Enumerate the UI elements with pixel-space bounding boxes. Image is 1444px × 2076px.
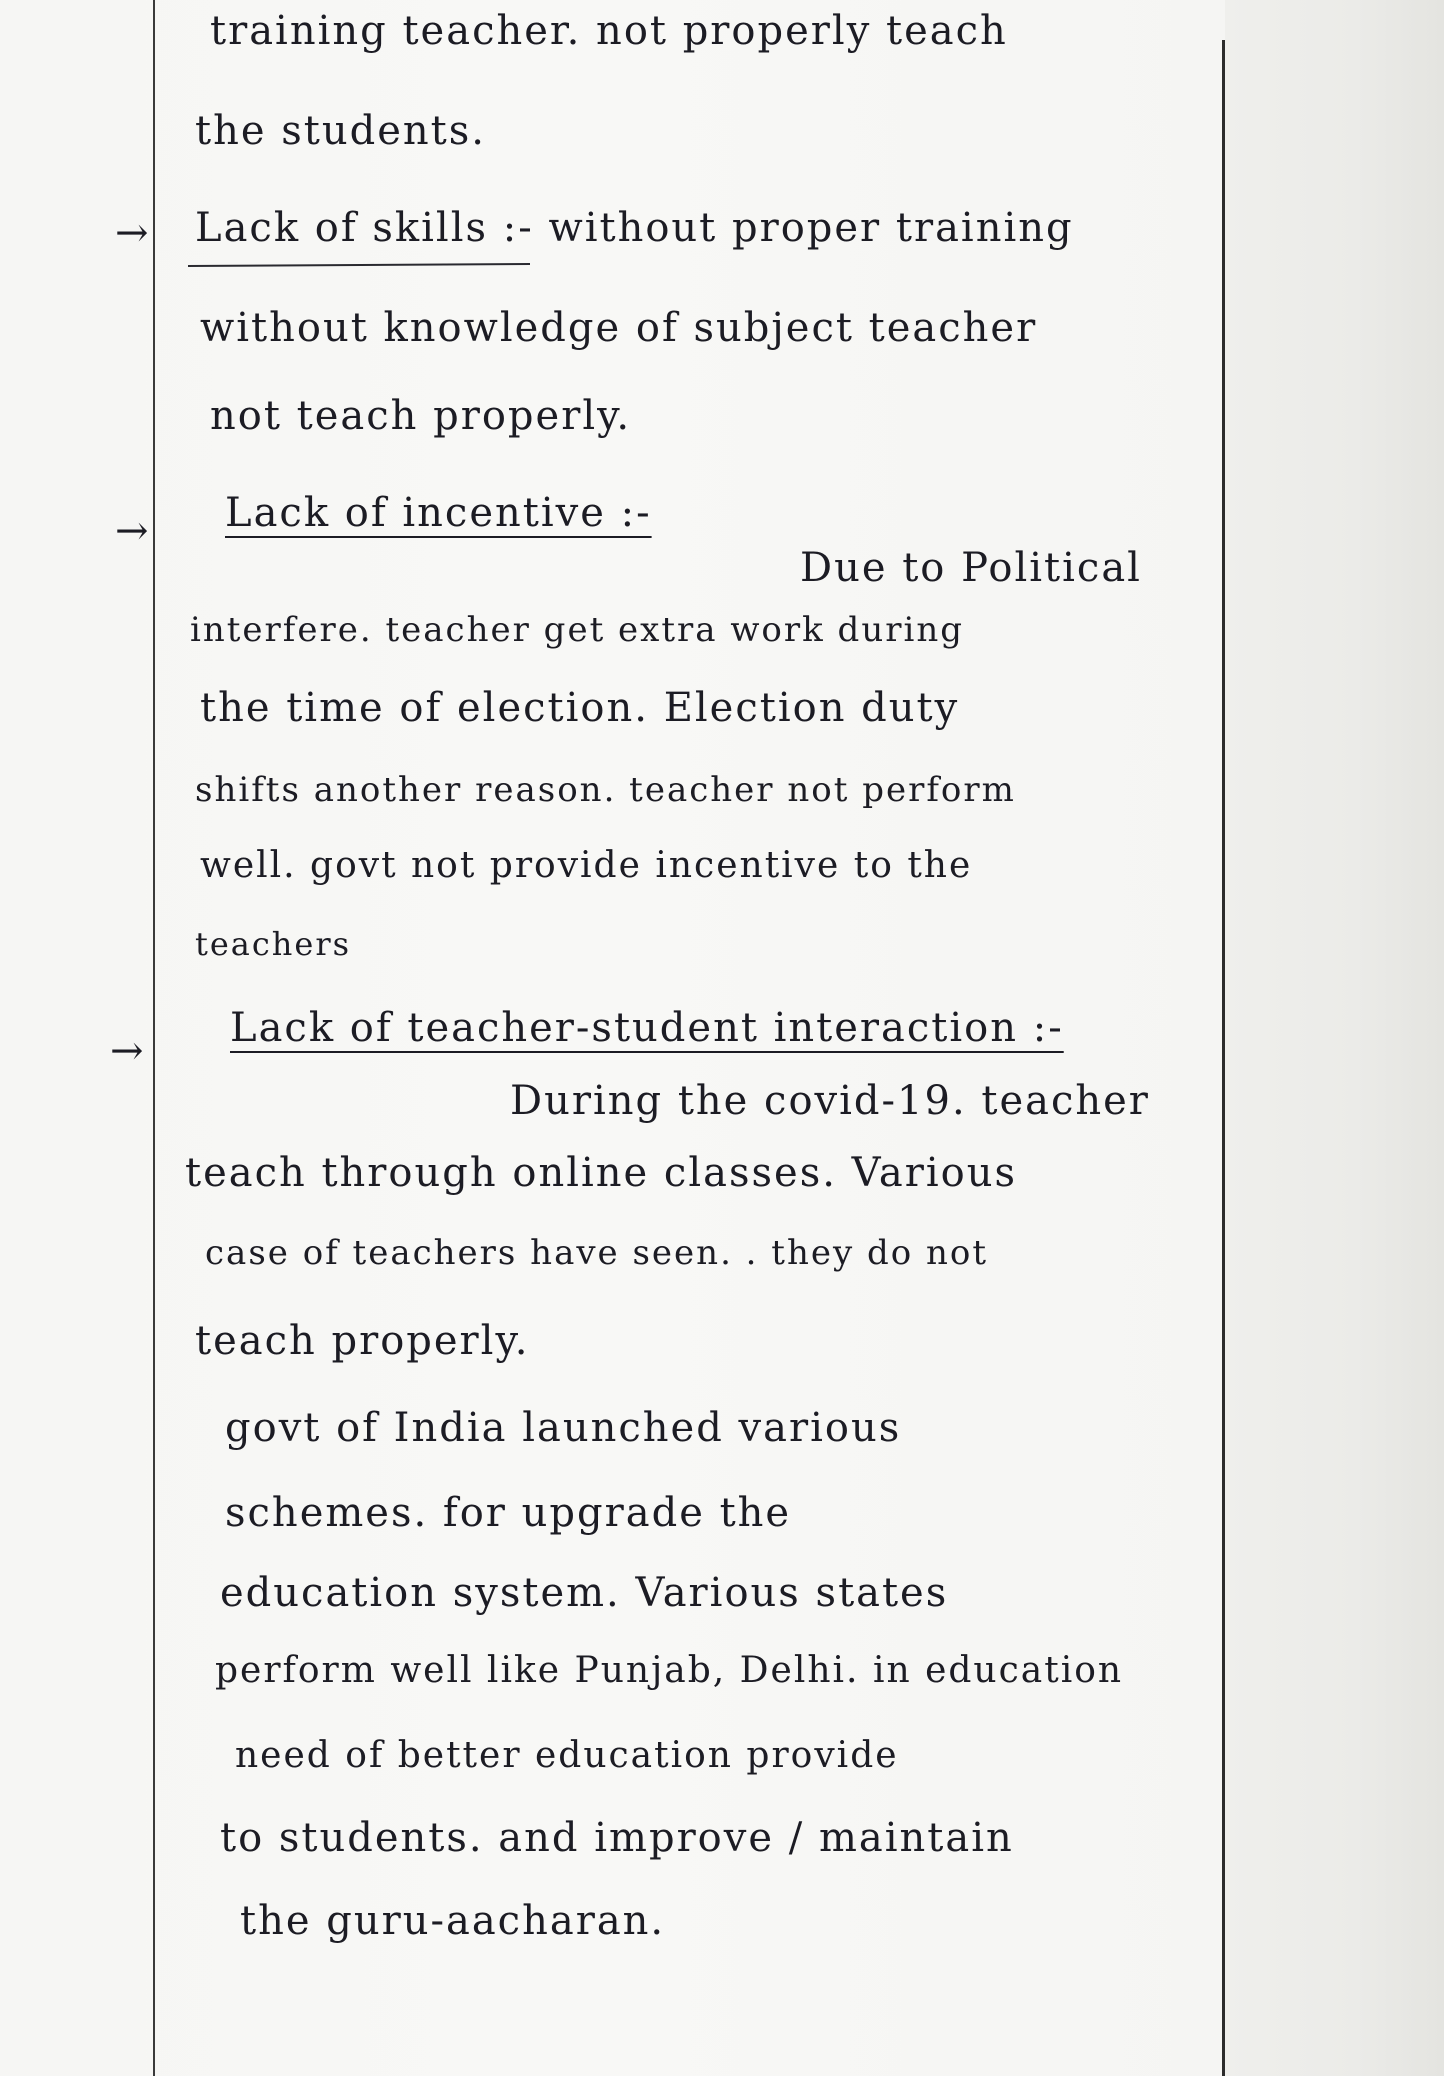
text-line: case of teachers have seen. . they do not bbox=[205, 1233, 989, 1273]
text-line: the students. bbox=[195, 108, 486, 154]
text-line: interfere. teacher get extra work during bbox=[190, 610, 965, 650]
underline-lack-of-skills bbox=[188, 264, 530, 266]
text-line: teach properly. bbox=[195, 1318, 530, 1364]
text-line: Due to Political bbox=[800, 545, 1142, 591]
text-line: the time of election. Election duty bbox=[200, 685, 960, 731]
text-line: without knowledge of subject teacher bbox=[200, 305, 1038, 351]
text-line: not teach properly. bbox=[210, 393, 632, 439]
arrow-icon: → bbox=[115, 210, 149, 256]
text-line: education system. Various states bbox=[220, 1570, 949, 1616]
text-line: schemes. for upgrade the bbox=[225, 1490, 792, 1536]
text-line: During the covid-19. teacher bbox=[510, 1078, 1150, 1124]
arrow-icon: → bbox=[110, 1028, 144, 1074]
text-line: the guru-aacharan. bbox=[240, 1898, 666, 1944]
text-line: need of better education provide bbox=[235, 1735, 899, 1776]
text-line: perform well like Punjab, Delhi. in education bbox=[215, 1650, 1124, 1691]
text-line: teach through online classes. Various bbox=[185, 1150, 1018, 1196]
text-line: to students. and improve / maintain bbox=[220, 1815, 1014, 1861]
text-line: teachers bbox=[195, 925, 352, 963]
text-line-heading: Lack of skills :- without proper training bbox=[195, 205, 1074, 251]
heading-lack-of-incentive: Lack of incentive :- bbox=[225, 490, 652, 536]
text-line: training teacher. not properly teach bbox=[210, 8, 1008, 54]
text-line: shifts another reason. teacher not perform bbox=[195, 770, 1016, 810]
arrow-icon: → bbox=[115, 508, 149, 554]
heading-teacher-student-interaction: Lack of teacher-student interaction :- bbox=[230, 1005, 1064, 1051]
text-line: well. govt not provide incentive to the bbox=[200, 845, 973, 886]
text-line: govt of India launched various bbox=[225, 1405, 902, 1451]
